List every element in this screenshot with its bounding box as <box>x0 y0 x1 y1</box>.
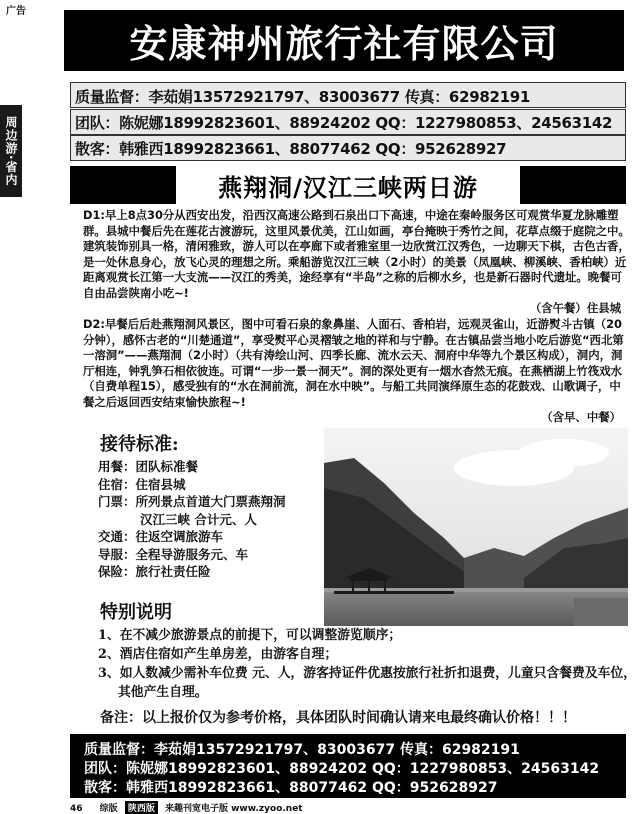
day-1-text: 早上8点30分从西安出发，沿西汉高速公路到石泉出口下高速，中途在秦岭服务区可观赏华夏龙脉雕塑群。县城中餐后先在莲花古渡游玩，这里风景优美，江山如画，亭台掩映于秀竹之间，花草点缀于庭院之中。建筑装饰别具一格，清闲雅致，游人可以在亭廊下或者雅室里一边欣赏江汉秀色，一边聊天下棋，古色古香，是一处休息身心，放飞心灵的理想之所。乘船游览汉江三峡（2小时）的美景（凤凰峡、柳溪峡、香柏峡）近距离观赏长江第一大支流——汉江的秀美，途经享有“半岛”之称的后柳水乡，也是新石器时代遗址。晚餐可自由品尝陕南小吃~! <box>83 208 630 300</box>
reception-heading: 接待标准: <box>100 434 179 455</box>
reception-list <box>98 458 328 581</box>
company-name: 安康神州旅行社有限公司 <box>129 22 559 66</box>
special-heading: 特别说明 <box>100 602 172 623</box>
side-tab-label: 周边游·省内 <box>4 115 18 187</box>
supervision-contact: 质量监督：李茹娟13572921797、83003677 传真：62982191 <box>75 88 531 106</box>
scenic-photo-image <box>324 428 628 626</box>
route-title: 燕翔洞/汉江三峡两日游 <box>176 166 520 205</box>
footer-label: 综版 <box>99 804 118 814</box>
ad-tag: 广告 <box>6 6 26 17</box>
insurance-standard: 保险：旅行社责任险 <box>98 564 211 579</box>
itinerary-day-1 <box>83 208 631 317</box>
footer-individual: 散客：韩雅西18992823661、88077462 QQ：952628927 <box>84 780 498 796</box>
company-banner <box>64 10 624 71</box>
footer-logo: 陕西版 <box>125 801 158 814</box>
side-section-tab <box>0 105 22 197</box>
footer-group: 团队：陈妮娜18992823601、88924202 QQ：1227980853、24563142 <box>84 761 600 777</box>
tickets-standard-cont: 汉江三峡 合计元、人 <box>140 511 257 527</box>
special-note-1: 1、在不减少旅游景点的前提下，可以调整游览顺序； <box>98 628 402 643</box>
special-note-2: 2、酒店住宿如产生单房差，由游客自理； <box>98 647 338 662</box>
footer-supervision: 质量监督：李茹娟13572921797、83003677 传真：62982191 <box>84 742 520 758</box>
itinerary-day-2 <box>83 317 631 426</box>
special-note-3: 3、如人数减少需补车位费 元、人，游客持证件优惠按旅行社折扣退费，儿童只含餐费及车位，其他产生自理。 <box>98 666 637 700</box>
meals-standard: 用餐：团队标准餐 <box>98 459 199 474</box>
footer-slogan: 来趣刊宽电子版 www.zyoo.net <box>164 804 303 814</box>
special-notes <box>98 626 638 702</box>
guide-standard: 导服：全程导游服务元、车 <box>98 546 249 562</box>
scenic-photo <box>324 428 628 626</box>
transport-standard: 交通：往返空调旅游车 <box>98 529 224 544</box>
group-contact: 团队：陈妮娜18992823601、88924202 QQ：1227980853、24563142 <box>75 114 613 132</box>
individual-contact: 散客：韩雅西18992823661、88077462 QQ：952628927 <box>75 140 507 158</box>
remark: 备注：以上报价仅为参考价格，具体团队时间确认请来电最终确认价格！！！ <box>100 710 576 726</box>
day-2-tag: D2: <box>83 317 105 331</box>
day-2-meal-note: （含早、中餐） <box>541 410 621 424</box>
lodging-standard: 住宿：住宿县城 <box>98 476 186 492</box>
tickets-standard: 门票：所列景点首道大门票燕翔洞 <box>98 494 286 509</box>
page-number: 46 <box>70 804 83 814</box>
day-2-text: 早餐后后赴燕翔洞风景区，图中可看石泉的象鼻崖、人面石、香柏岩，远观灵雀山，近游熨斗古镇（20分钟），感怀古老的“川楚通道”，享受熨平心灵褶皱之地的祥和与宁静。在古镇品尝当地小吃后游览“西北第一溶洞”——燕翔洞（2小时）（共有涛绘山河、四季长廊、流水云天、洞府中华等九个景区构成），洞内，洞厅相连，钟乳笋石相依彼连。可谓“一步一景一洞天”。洞的深处更有一烟水杳然无痕。在燕栖湖上竹筏戏水（自费单程15），感受独有的“水在洞前流，洞在水中映”。与船工共同演绎原生态的花鼓戏、山歌调子，中餐之后返回西安结束愉快旅程~! <box>83 317 624 409</box>
page-footer <box>70 801 303 814</box>
day-1-meal-note: （含午餐）住县城 <box>529 301 621 315</box>
day-1-tag: D1: <box>83 208 105 222</box>
route-title-bar <box>70 166 626 204</box>
